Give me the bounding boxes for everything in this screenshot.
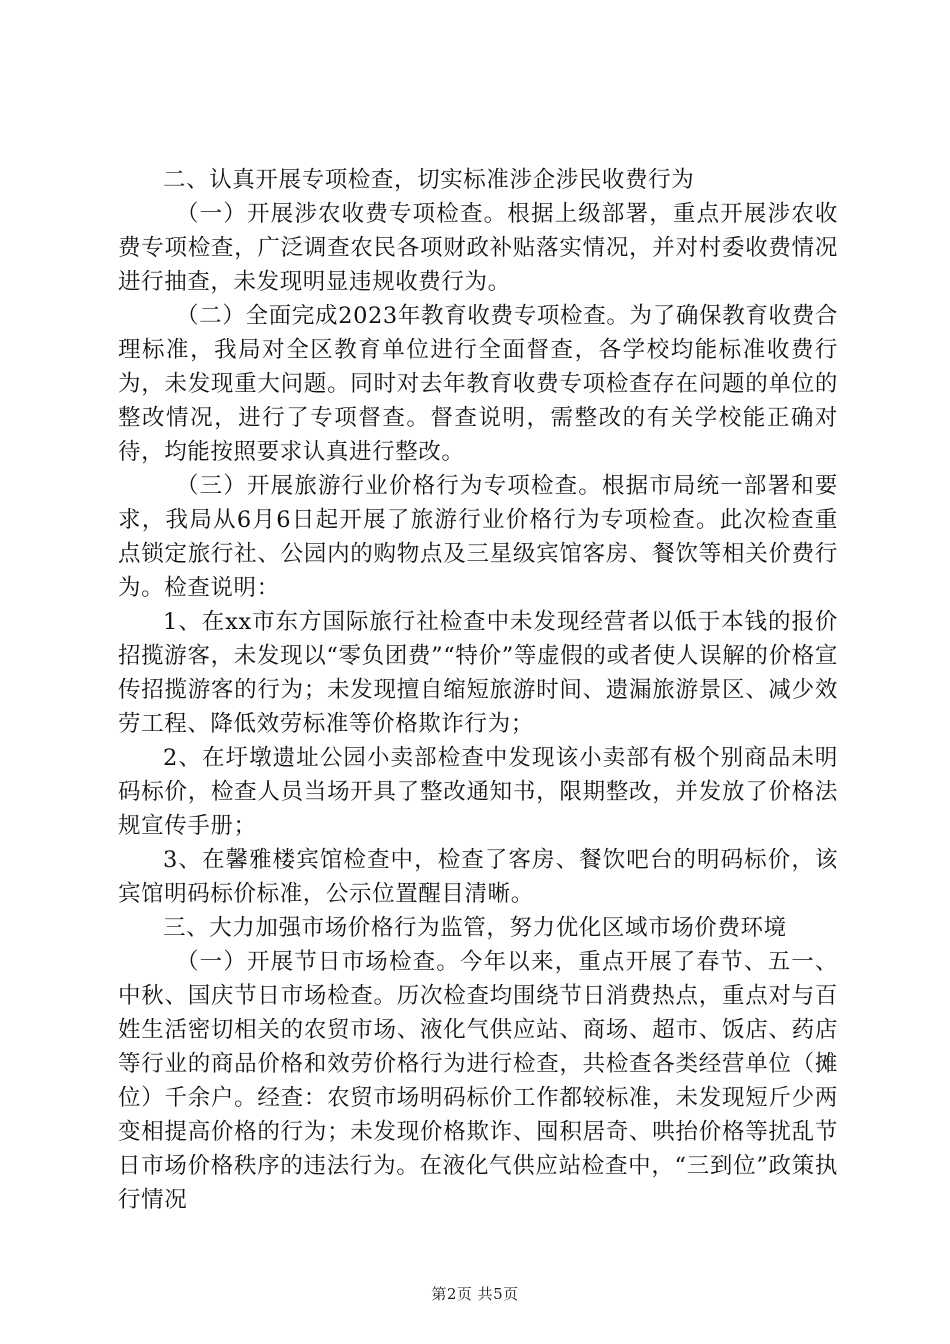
paragraph-agricultural-fees: （一）开展涉农收费专项检查。根据上级部署，重点开展涉农收费专项检查，广泛调查农民各项财政补贴落实情况，并对村委收费情况进行抽查，未发现明显违规收费行为。 [118,201,838,295]
document-body [118,163,838,1217]
paragraph-holiday-market: （一）开展节日市场检查。今年以来，重点开展了春节、五一、中秋、国庆节日市场检查。历次检查均围绕节日消费热点，重点对与百姓生活密切相关的农贸市场、液化气供应站、商场、超市、饭店、药店等行业的商品价格和效劳价格行为进行检查，共检查各类经营单位（摊位）千余户。经查：农贸市场明码标价工作都较标准，未发现短斤少两变相提高价格的行为；未发现价格欺诈、囤积居奇、哄抬价格等扰乱节日市场价格秩序的违法行为。在液化气供应站检查中，“三到位”政策执行情况 [118,949,838,1213]
section-heading-2: 二、认真开展专项检查，切实标准涉企涉民收费行为 [163,167,695,193]
paragraph-item-2: 2、在圩墩遗址公园小卖部检查中发现该小卖部有极个别商品未明码标价，检查人员当场开具了整改通知书，限期整改，并发放了价格法规宣传手册； [118,745,838,839]
paragraph-tourism-pricing: （三）开展旅游行业价格行为专项检查。根据市局统一部署和要求，我局从6月6日起开展了旅游行业价格行为专项检查。此次检查重点锁定旅行社、公园内的购物点及三星级宾馆客房、餐饮等相关价费行为。检查说明： [118,473,838,601]
section-heading-3: 三、大力加强市场价格行为监管，努力优化区域市场价费环境 [163,915,787,941]
paragraph-education-fees: （二）全面完成2023年教育收费专项检查。为了确保教育收费合理标准，我局对全区教育单位进行全面督查，各学校均能标准收费行为，未发现重大问题。同时对去年教育收费专项检查存在问题的单位的整改情况，进行了专项督查。督查说明，需整改的有关学校能正确对待，均能按照要求认真进行整改。 [118,303,838,465]
paragraph-item-3: 3、在馨雅楼宾馆检查中，检查了客房、餐饮吧台的明码标价，该宾馆明码标价标准，公示位置醒目清晰。 [118,847,838,907]
page-footer: 第2页 共5页 [431,1285,519,1303]
paragraph-item-1: 1、在xx市东方国际旅行社检查中未发现经营者以低于本钱的报价招揽游客，未发现以“零负团费”“特价”等虚假的或者使人误解的价格宣传招揽游客的行为；未发现擅自缩短旅游时间、遗漏旅游景区、减少效劳工程、降低效劳标准等价格欺诈行为； [118,609,838,737]
